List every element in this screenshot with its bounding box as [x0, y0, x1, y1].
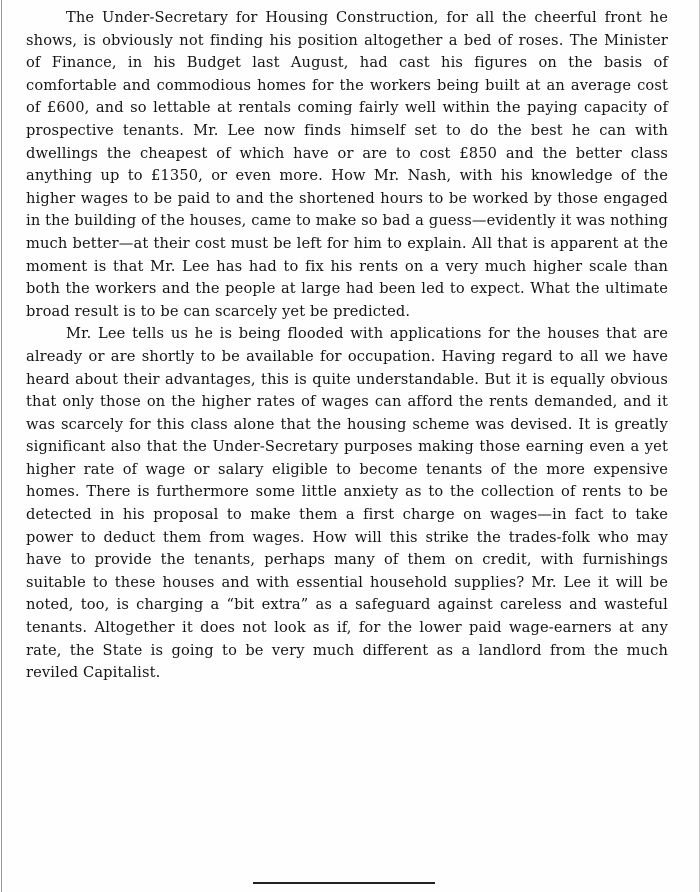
article-body	[26, 7, 668, 685]
end-of-article-rule	[253, 882, 435, 884]
article-paragraph-1: The Under-Secretary for Housing Construction, for all the cheerful front he shows, is obviously not finding his position altogether a bed of roses. The Minister of Finance, in his Budget last August, had cast his figures on the basis of comfortable and commodious homes for the workers being built at an average cost of £600, and so lettable at rentals coming fairly well within the paying capacity of prospective tenants. Mr. Lee now finds himself set to do the best he can with dwellings the cheapest of which have or are to cost £850 and the better class anything up to £1350, or even more. How Mr. Nash, with his knowledge of the higher wages to be paid to and the shortened hours to be worked by those engaged in the building of the houses, came to make so bad a guess—evidently it was nothing much better—at their cost must be left for him to explain. All that is apparent at the moment is that Mr. Lee has had to fix his rents on a very much higher scale than both the workers and the people at large had been led to expect. What the ultimate broad result is to be can scarcely yet be predicted.	[26, 9, 668, 320]
article-paragraph-2: Mr. Lee tells us he is being flooded with applications for the houses that are already or are shortly to be available for occupation. Having regard to all we have heard about their advantages, this is quite understandable. But it is equally obvious that only those on the higher rates of wages can afford the rents demanded, and it was scarcely for this class alone that the housing scheme was devised. It is greatly significant also that the Under-Secretary purposes making those earning even a yet higher rate of wage or salary eligible to become tenants of the more expensive homes. There is furthermore some little anxiety as to the collection of rents to be detected in his proposal to make them a first charge on wages—in fact to take power to deduct them from wages. How will this strike the trades-folk who may have to provide the tenants, perhaps many of them on credit, with furnishings suitable to these houses and with essential household supplies? Mr. Lee it will be noted, too, is charging a “bit extra” as a safeguard against careless and wasteful tenants. Altogether it does not look as if, for the lower paid wage-earners at any rate, the State is going to be very much different as a landlord from the much reviled Capitalist.	[26, 325, 668, 682]
left-column-rule	[1, 0, 2, 892]
